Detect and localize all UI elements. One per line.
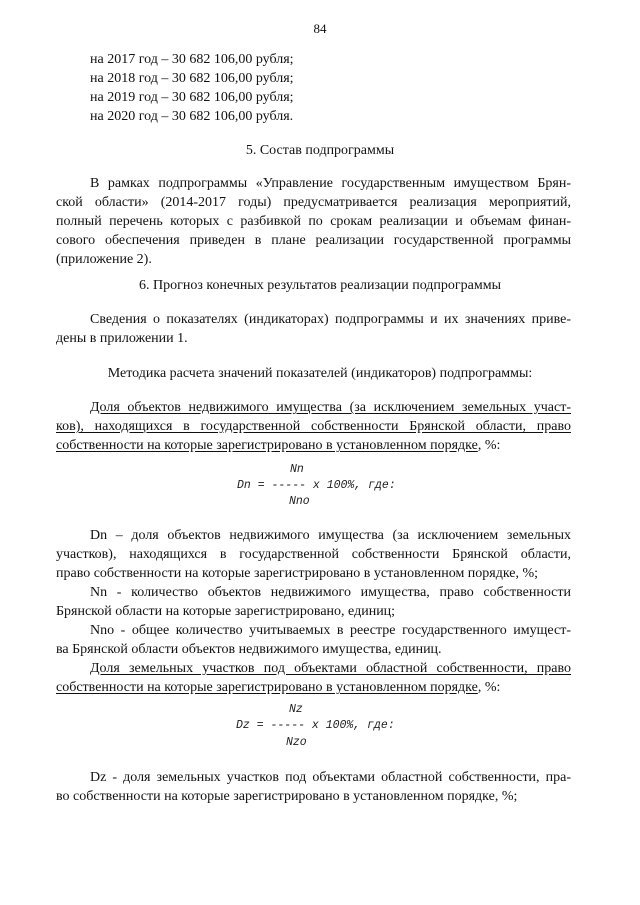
formula-expression: Dz = ----- x 100%, где: xyxy=(236,719,395,732)
formula-numerator: Nn xyxy=(290,463,304,476)
section-6-heading: 6. Прогноз конечных результатов реализации подпрограммы xyxy=(139,278,501,293)
indicator-title-line: Доля земельных участков под объектами областной собственности, право xyxy=(90,661,571,676)
definition-line: ва Брянской области объектов недвижимого имущества, единиц. xyxy=(56,642,442,657)
indicator-title-line: собственности на которые зарегистрировано в установленном порядке, %: xyxy=(56,680,501,695)
paragraph-line: полный перечень которых с разбивкой по срокам реализации и объемам финан- xyxy=(56,214,571,229)
paragraph-line: Сведения о показателях (индикаторах) подпрограммы и их значениях приве- xyxy=(90,312,571,327)
formula-expression: Dn = ----- x 100%, где: xyxy=(237,479,396,492)
section-5-heading: 5. Состав подпрограммы xyxy=(245,143,395,158)
formula-denominator: Nzo xyxy=(286,736,307,749)
paragraph-line: В рамках подпрограммы «Управление государственным имуществом Брян- xyxy=(90,176,571,191)
paragraph-line: ской области» (2014-2017 годы) предусматривается реализация мероприятий, xyxy=(56,195,571,210)
formula-numerator: Nz xyxy=(289,703,303,716)
definition-line: во собственности на которые зарегистрировано в установленном порядке, %; xyxy=(56,789,518,804)
indicator-title-line: ков), находящихся в государственной собственности Брянской области, право xyxy=(56,419,571,434)
paragraph-line: (приложение 2). xyxy=(56,252,152,267)
definition-line: право собственности на которые зарегистрировано в установленном порядке, %; xyxy=(56,566,539,581)
indicator-title-line: собственности на которые зарегистрировано в установленном порядке, %: xyxy=(56,438,501,453)
paragraph-line: дены в приложении 1. xyxy=(56,331,188,346)
budget-line: на 2017 год – 30 682 106,00 рубля; xyxy=(90,52,294,67)
definition-line: Dn – доля объектов недвижимого имущества (за исключением земельных xyxy=(90,528,571,543)
method-heading: Методика расчета значений показателей (индикаторов) подпрограммы: xyxy=(107,366,533,381)
definition-line: участков), находящихся в государственной собственности Брянской области, xyxy=(56,547,571,562)
definition-line: Dz - доля земельных участков под объектами областной собственности, пра- xyxy=(90,770,571,785)
indicator-title-line: Доля объектов недвижимого имущества (за исключением земельных участ- xyxy=(90,400,571,415)
paragraph-line: сового обеспечения приведен в плане реализации государственной программы xyxy=(56,233,571,248)
formula-denominator: Nno xyxy=(289,495,310,508)
definition-line: Брянской области на которые зарегистрировано, единиц; xyxy=(56,604,396,619)
budget-line: на 2018 год – 30 682 106,00 рубля; xyxy=(90,71,294,86)
budget-line: на 2020 год – 30 682 106,00 рубля. xyxy=(90,109,294,124)
page-number: 84 xyxy=(313,21,327,36)
definition-line: Nn - количество объектов недвижимого имущества, право собственности xyxy=(90,585,571,600)
budget-line: на 2019 год – 30 682 106,00 рубля; xyxy=(90,90,294,105)
definition-line: Nno - общее количество учитываемых в реестре государственного имущест- xyxy=(90,623,571,638)
